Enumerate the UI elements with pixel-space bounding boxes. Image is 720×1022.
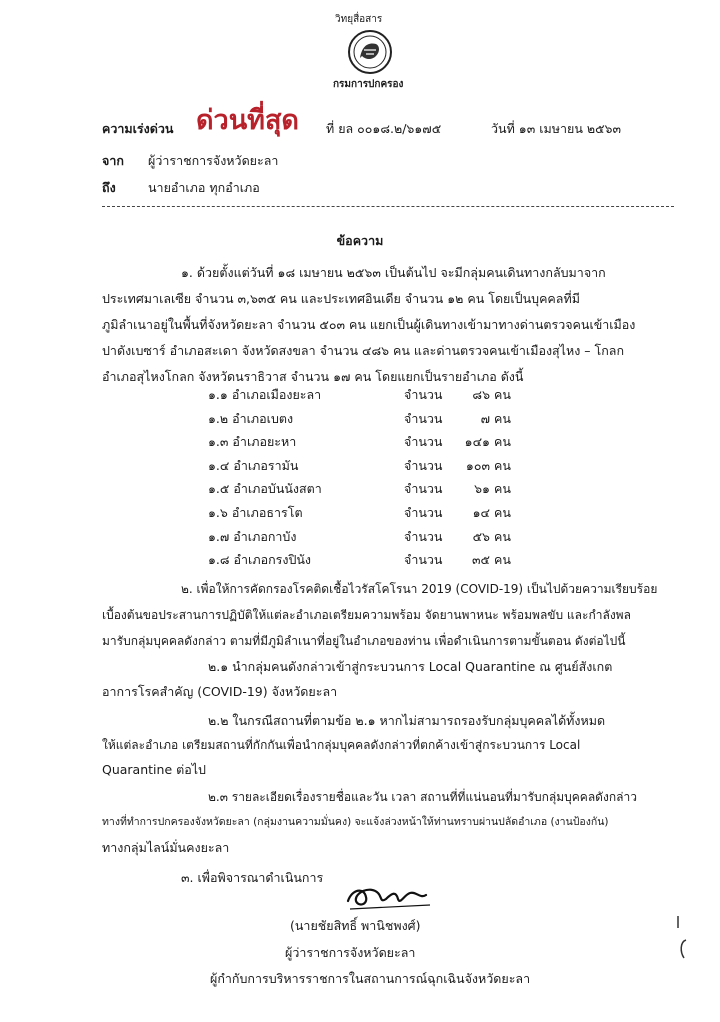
p22-line: ให้แต่ละอำเภอ เตรียมสถานที่กักกันเพื่อนำกลุ่มบุคคลดังกล่าวที่ตกค้างเข้าสู่กระบวนการ Local <box>102 738 581 752</box>
district-count: ๑๔๑ <box>464 434 490 449</box>
p23-line: ทางกลุ่มไลน์มั่นคงยะลา <box>102 840 230 855</box>
urgency-label: ความเร่งด่วน <box>102 121 174 136</box>
signer-name: (นายชัยสิทธิ์ พานิชพงศ์) <box>290 918 421 933</box>
handwritten-signature <box>340 875 440 915</box>
district-unit: จำนวน <box>404 411 443 426</box>
district-count: ๓๕ <box>471 552 490 567</box>
district-unit: จำนวน <box>404 434 443 449</box>
district-suffix: คน <box>494 552 511 567</box>
district-name: ๑.๕ อำเภอบันนังสตา <box>208 481 322 496</box>
p23-line: ๒.๓ รายละเอียดเรื่องรายชื่อและวัน เวลา สถานที่ที่แน่นอนที่มารับกลุ่มบุคคลดังกล่าว <box>208 790 637 804</box>
document-number: ที่ ยล ๐๐๑๘.๒/๖๑๗๕ <box>326 121 442 136</box>
district-suffix: คน <box>494 434 511 449</box>
message-title: ข้อความ <box>336 233 384 248</box>
p1-line: ๑. ด้วยตั้งแต่วันที่ ๑๘ เมษายน ๒๕๖๓ เป็นต้นไป จะมีกลุ่มคนเดินทางกลับมาจาก <box>181 265 606 280</box>
p1-line: ประเทศมาเลเซีย จำนวน ๓,๖๓๕ คน และประเทศอินเดีย จำนวน ๑๒ คน โดยเป็นบุคคลที่มี <box>102 291 580 306</box>
urgency-value: ด่วนที่สุด <box>196 105 299 136</box>
district-name: ๑.๔ อำเภอรามัน <box>208 458 299 473</box>
district-suffix: คน <box>494 529 511 544</box>
p21-line: อาการโรคสำคัญ (COVID-19) จังหวัดยะลา <box>102 684 338 699</box>
district-suffix: คน <box>494 411 511 426</box>
district-name: ๑.๘ อำเภอกรงปินัง <box>208 552 312 567</box>
p22-line: ๒.๒ ในกรณีสถานที่ตามข้อ ๒.๑ หากไม่สามารถรองรับกลุ่มบุคคลได้ทั้งหมด <box>208 713 606 728</box>
margin-mark <box>672 912 692 962</box>
district-name: ๑.๒ อำเภอเบตง <box>208 411 294 426</box>
district-count: ๘๖ <box>472 387 490 402</box>
seal-caption-top: วิทยุสื่อสาร <box>335 14 383 25</box>
district-unit: จำนวน <box>404 552 443 567</box>
district-unit: จำนวน <box>404 529 443 544</box>
from-label: จาก <box>102 153 124 168</box>
government-seal-icon <box>346 28 394 76</box>
to-value: นายอำเภอ ทุกอำเภอ <box>148 180 260 195</box>
district-suffix: คน <box>494 458 511 473</box>
signer-role: ผู้กำกับการบริหารราชการในสถานการณ์ฉุกเฉินจังหวัดยะลา <box>210 971 531 986</box>
p23-line: ทางที่ทำการปกครองจังหวัดยะลา (กลุ่มงานความมั่นคง) จะแจ้งล่วงหน้าให้ท่านทราบผ่านปลัดอำเภอ (งานป้องกัน) <box>102 816 609 828</box>
district-count: ๖๑ <box>474 481 490 496</box>
district-count: ๕๖ <box>472 529 490 544</box>
district-suffix: คน <box>494 387 511 402</box>
district-unit: จำนวน <box>404 458 443 473</box>
p22-line: Quarantine ต่อไป <box>102 762 206 777</box>
district-suffix: คน <box>494 505 511 520</box>
district-name: ๑.๖ อำเภอธารโต <box>208 505 303 520</box>
signer-position: ผู้ว่าราชการจังหวัดยะลา <box>285 945 416 960</box>
district-count: ๗ <box>480 411 490 426</box>
district-unit: จำนวน <box>404 387 443 402</box>
p2-line: ๒. เพื่อให้การคัดกรองโรคติดเชื้อไวรัสโคโรนา 2019 (COVID-19) เป็นไปด้วยความเรียบร้อย <box>181 582 658 596</box>
district-count: ๑๐๓ <box>465 458 490 473</box>
district-name: ๑.๑ อำเภอเมืองยะลา <box>208 387 322 402</box>
p1-line: ปาดังเบซาร์ อำเภอสะเดา จังหวัดสงขลา จำนวน ๔๘๖ คน และด่านตรวจคนเข้าเมืองสุไหง – โกลก <box>102 343 625 358</box>
p2-line: มารับกลุ่มบุคคลดังกล่าว ตามที่มีภูมิลำเนาที่อยู่ในอำเภอของท่าน เพื่อดำเนินการตามขั้นตอน ดังต่อไปนี้ <box>102 634 626 648</box>
district-unit: จำนวน <box>404 505 443 520</box>
district-name: ๑.๓ อำเภอยะหา <box>208 434 297 449</box>
from-value: ผู้ว่าราชการจังหวัดยะลา <box>148 153 279 168</box>
p1-line: อำเภอสุไหงโกลก จังหวัดนราธิวาส จำนวน ๑๗ คน โดยแยกเป็นรายอำเภอ ดังนี้ <box>102 369 524 384</box>
p2-line: เบื้องต้นขอประสานการปฏิบัติให้แต่ละอำเภอเตรียมความพร้อม จัดยานพาหนะ พร้อมพลขับ และกำลังพล <box>102 608 631 622</box>
document-date: วันที่ ๑๓ เมษายน ๒๕๖๓ <box>491 121 622 136</box>
p3-line: ๓. เพื่อพิจารณาดำเนินการ <box>181 870 324 885</box>
p21-line: ๒.๑ นำกลุ่มคนดังกล่าวเข้าสู่กระบวนการ Local Quarantine ณ ศูนย์สังเกต <box>208 659 613 674</box>
district-suffix: คน <box>494 481 511 496</box>
p1-line: ภูมิลำเนาอยู่ในพื้นที่จังหวัดยะลา จำนวน ๕๐๓ คน แยกเป็นผู้เดินทางเข้ามาทางด่านตรวจคนเข้าเมือง <box>102 317 636 332</box>
district-name: ๑.๗ อำเภอกาบัง <box>208 529 297 544</box>
to-label: ถึง <box>102 180 116 195</box>
district-count: ๑๔ <box>472 505 490 520</box>
seal-caption-bottom: กรมการปกครอง <box>333 79 404 90</box>
divider <box>102 206 674 207</box>
district-unit: จำนวน <box>404 481 443 496</box>
